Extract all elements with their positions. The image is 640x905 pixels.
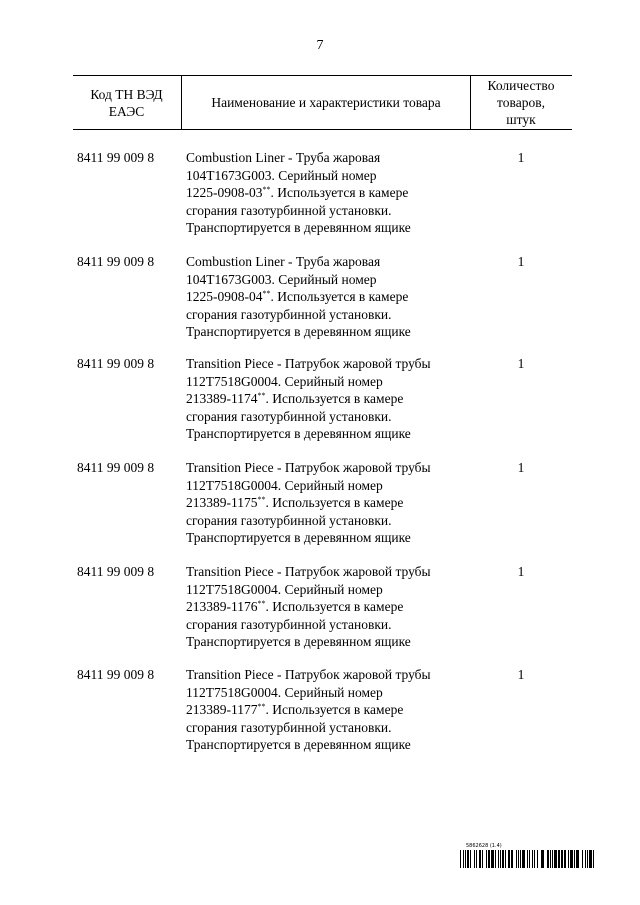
header-code-line: Код ТН ВЭД <box>90 86 163 102</box>
barcode-bar <box>532 850 533 868</box>
row-code: 8411 99 009 8 <box>77 667 155 682</box>
description-line: Transition Piece - Патрубок жаровой трубы <box>186 356 431 371</box>
row-description <box>186 563 476 651</box>
table-row <box>0 563 640 653</box>
header-quantity-line: штук <box>506 112 536 127</box>
footnote-marker: ** <box>262 289 271 299</box>
header-name-column <box>181 76 471 129</box>
barcode-icon <box>460 850 595 868</box>
description-line: 112T7518G0004. Серийный номер <box>186 477 383 493</box>
description-line: 112T7518G0004. Серийный номер <box>186 684 383 700</box>
description-line: 104T1673G003. Серийный номер <box>186 167 377 183</box>
description-line: Transition Piece - Патрубок жаровой трубы <box>186 564 431 579</box>
table-row <box>0 253 640 343</box>
description-line: 104T1673G003. Серийный номер <box>186 271 377 287</box>
barcode-bar <box>488 850 490 868</box>
description-serial-line <box>186 494 476 512</box>
footnote-marker: ** <box>257 702 266 712</box>
table-row <box>0 666 640 756</box>
barcode-bar <box>495 850 496 868</box>
serial-suffix: . Используется в камере <box>270 289 409 305</box>
document-barcode <box>460 843 595 869</box>
serial-suffix: . Используется в камере <box>265 702 404 718</box>
barcode-bar <box>541 850 544 868</box>
description-serial-line <box>186 701 476 719</box>
description-serial-line <box>186 598 476 616</box>
header-quantity-line: Количество <box>487 78 555 93</box>
description-line: Combustion Liner - Труба жаровая <box>186 254 381 269</box>
header-quantity-line: товаров, <box>497 95 545 110</box>
description-serial-line <box>186 184 476 202</box>
footnote-marker: ** <box>257 495 266 505</box>
table-row <box>0 459 640 549</box>
description-line: Транспортируется в деревянном ящике <box>186 324 411 340</box>
barcode-bar <box>576 850 579 868</box>
description-line: сгорания газотурбинной установки. <box>186 202 392 218</box>
row-code: 8411 99 009 8 <box>77 564 155 579</box>
serial-number: 1225-0908-04 <box>186 289 263 305</box>
barcode-bar <box>529 850 530 868</box>
barcode-bar <box>500 850 501 868</box>
barcode-bar <box>476 850 477 868</box>
row-code: 8411 99 009 8 <box>77 460 155 475</box>
description-line: сгорания газотурбинной установки. <box>186 616 392 632</box>
serial-suffix: . Используется в камере <box>265 599 404 615</box>
barcode-bar <box>534 850 535 868</box>
description-line: Transition Piece - Патрубок жаровой трубы <box>186 460 431 475</box>
description-line: Транспортируется в деревянном ящике <box>186 426 411 442</box>
description-line: 112T7518G0004. Серийный номер <box>186 373 383 389</box>
serial-number: 213389-1174 <box>186 391 258 407</box>
footnote-marker: ** <box>257 599 266 609</box>
row-quantity: 1 <box>517 150 525 165</box>
barcode-bar <box>547 850 549 868</box>
barcode-bar <box>558 850 560 868</box>
description-line: 112T7518G0004. Серийный номер <box>186 581 383 597</box>
serial-number: 213389-1175 <box>186 495 258 511</box>
description-line: Combustion Liner - Труба жаровая <box>186 150 381 165</box>
description-line: сгорания газотурбинной установки. <box>186 719 392 735</box>
barcode-bar <box>474 850 475 868</box>
barcode-bar <box>511 850 513 868</box>
row-code: 8411 99 009 8 <box>77 356 155 371</box>
header-quantity-column <box>470 76 572 129</box>
serial-number: 1225-0908-03 <box>186 185 263 201</box>
barcode-bar <box>486 850 487 868</box>
footnote-marker: ** <box>262 185 271 195</box>
description-line: Транспортируется в деревянном ящике <box>186 737 411 753</box>
description-line: сгорания газотурбинной установки. <box>186 306 392 322</box>
barcode-bar <box>465 850 466 868</box>
barcode-bar <box>552 850 553 868</box>
barcode-bar <box>589 850 592 868</box>
serial-suffix: . Используется в камере <box>270 185 409 201</box>
description-line: Транспортируется в деревянном ящике <box>186 220 411 236</box>
barcode-bar <box>520 850 521 868</box>
barcode-bar <box>467 850 469 868</box>
barcode-bar <box>585 850 586 868</box>
description-line: сгорания газотурбинной установки. <box>186 512 392 528</box>
barcode-bar <box>460 850 461 868</box>
barcode-bar <box>522 850 525 868</box>
description-line: Транспортируется в деревянном ящике <box>186 530 411 546</box>
barcode-bar <box>537 850 538 868</box>
row-quantity: 1 <box>517 356 525 371</box>
barcode-bar <box>593 850 594 868</box>
barcode-bar <box>574 850 575 868</box>
row-description <box>186 355 476 443</box>
serial-number: 213389-1177 <box>186 702 258 718</box>
row-code: 8411 99 009 8 <box>77 150 155 165</box>
barcode-bar <box>470 850 471 868</box>
footnote-marker: ** <box>257 391 266 401</box>
description-line: Transition Piece - Патрубок жаровой трубы <box>186 667 431 682</box>
row-description <box>186 253 476 341</box>
table-row <box>0 355 640 445</box>
barcode-bar <box>527 850 528 868</box>
header-code-column <box>73 76 180 129</box>
row-quantity: 1 <box>517 460 525 475</box>
serial-suffix: . Используется в камере <box>265 391 404 407</box>
description-serial-line <box>186 288 476 306</box>
row-description <box>186 666 476 754</box>
description-serial-line <box>186 390 476 408</box>
barcode-bar <box>582 850 583 868</box>
row-description <box>186 149 476 237</box>
barcode-bar <box>491 850 494 868</box>
row-description <box>186 459 476 547</box>
barcode-bar <box>463 850 464 868</box>
row-quantity: 1 <box>517 667 525 682</box>
table-row <box>0 149 640 239</box>
barcode-caption: 5862628 (1.4) <box>466 843 502 849</box>
barcode-bar <box>498 850 499 868</box>
table-header <box>73 75 572 130</box>
barcode-bar <box>482 850 483 868</box>
page-number: 7 <box>316 38 324 53</box>
barcode-bar <box>505 850 506 868</box>
barcode-bar <box>561 850 563 868</box>
barcode-bar <box>502 850 504 868</box>
barcode-bar <box>568 850 569 868</box>
barcode-bar <box>550 850 551 868</box>
barcode-bar <box>587 850 588 868</box>
barcode-bar <box>508 850 510 868</box>
barcode-bar <box>570 850 573 868</box>
barcode-bar <box>518 850 519 868</box>
header-code-line: ЕАЭС <box>108 103 145 119</box>
row-quantity: 1 <box>517 564 525 579</box>
row-quantity: 1 <box>517 254 525 269</box>
barcode-bar <box>516 850 517 868</box>
serial-number: 213389-1176 <box>186 599 258 615</box>
header-name-line: Наименование и характеристики товара <box>211 95 441 110</box>
row-code: 8411 99 009 8 <box>77 254 155 269</box>
barcode-bar <box>479 850 481 868</box>
description-line: сгорания газотурбинной установки. <box>186 408 392 424</box>
barcode-bar <box>554 850 557 868</box>
description-line: Транспортируется в деревянном ящике <box>186 634 411 650</box>
serial-suffix: . Используется в камере <box>265 495 404 511</box>
barcode-bar <box>564 850 566 868</box>
